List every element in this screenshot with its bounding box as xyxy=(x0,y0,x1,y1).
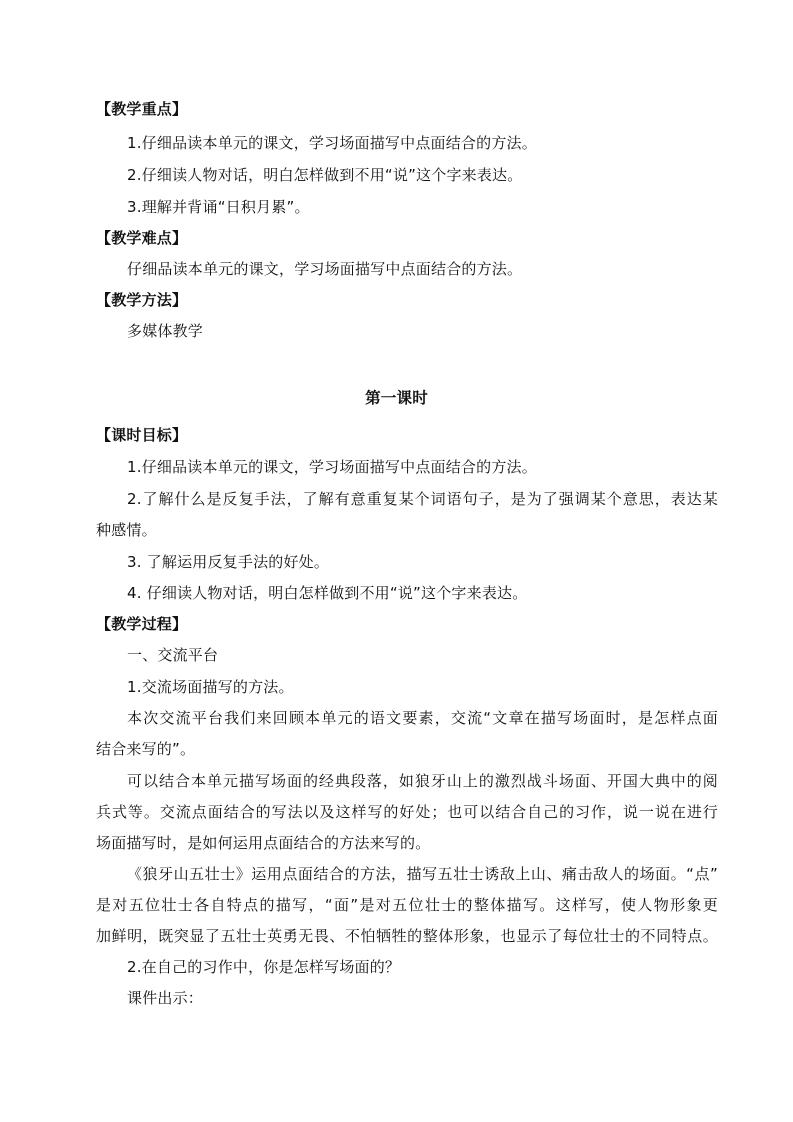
lesson-goal-2-cont: 种感情。 xyxy=(96,521,157,539)
process-line-3: 本次交流平台我们来回顾本单元的语文要素，交流“文章在描写场面时，是怎样点面 xyxy=(127,709,718,727)
key-point-1: 1.仔细品读本单元的课文，学习场面描写中点面结合的方法。 xyxy=(127,134,537,152)
process-line-1: 一、交流平台 xyxy=(127,646,219,664)
difficulty-text: 仔细品读本单元的课文，学习场面描写中点面结合的方法。 xyxy=(127,260,523,278)
lesson-goal-1: 1.仔细品读本单元的课文，学习场面描写中点面结合的方法。 xyxy=(127,458,537,476)
heading-process: 【教学过程】 xyxy=(96,615,188,633)
heading-difficulties: 【教学难点】 xyxy=(96,229,188,247)
process-line-4: 结合来写的”。 xyxy=(96,740,196,758)
lesson-goal-4: 4. 仔细读人物对话，明白怎样做到不用“说”这个字来表达。 xyxy=(127,584,528,602)
process-line-8: 《狼牙山五壮士》运用点面结合的方法，描写五壮士诱敌上山、痛击敌人的场面。“点” xyxy=(127,865,718,883)
process-line-6: 兵式等。交流点面结合的写法以及这样写的好处；也可以结合自己的习作，说一说在进行 xyxy=(96,803,718,821)
process-line-11: 2.在自己的习作中，你是怎样写场面的？ xyxy=(127,958,401,976)
lesson-title: 第一课时 xyxy=(365,389,428,407)
heading-key-points: 【教学重点】 xyxy=(96,100,188,118)
process-line-5: 可以结合本单元描写场面的经典段落，如狼牙山上的激烈战斗场面、开国大典中的阅 xyxy=(127,772,718,790)
lesson-goal-3: 3. 了解运用反复手法的好处。 xyxy=(127,553,330,571)
key-point-3: 3.理解并背诵“日积月累”。 xyxy=(127,198,310,216)
key-point-2: 2.仔细读人物对话，明白怎样做到不用“说”这个字来表达。 xyxy=(127,166,523,184)
methods-text: 多媒体教学 xyxy=(127,322,204,340)
heading-methods: 【教学方法】 xyxy=(96,291,188,309)
lesson-goal-2: 2.了解什么是反复手法，了解有意重复某个词语句子，是为了强调某个意思，表达某 xyxy=(127,490,718,508)
process-line-12: 课件出示： xyxy=(127,989,204,1007)
process-line-2: 1.交流场面描写的方法。 xyxy=(127,678,294,696)
process-line-10: 加鲜明，既突显了五壮士英勇无畏、不怕牺牲的整体形象，也显示了每位壮士的不同特点。 xyxy=(96,927,718,945)
process-line-7: 场面描写时，是如何运用点面结合的方法来写的。 xyxy=(96,834,431,852)
process-line-9: 是对五位壮士各自特点的描写，“面”是对五位壮士的整体描写。这样写，使人物形象更 xyxy=(96,896,718,914)
heading-lesson-goals: 【课时目标】 xyxy=(96,426,188,444)
